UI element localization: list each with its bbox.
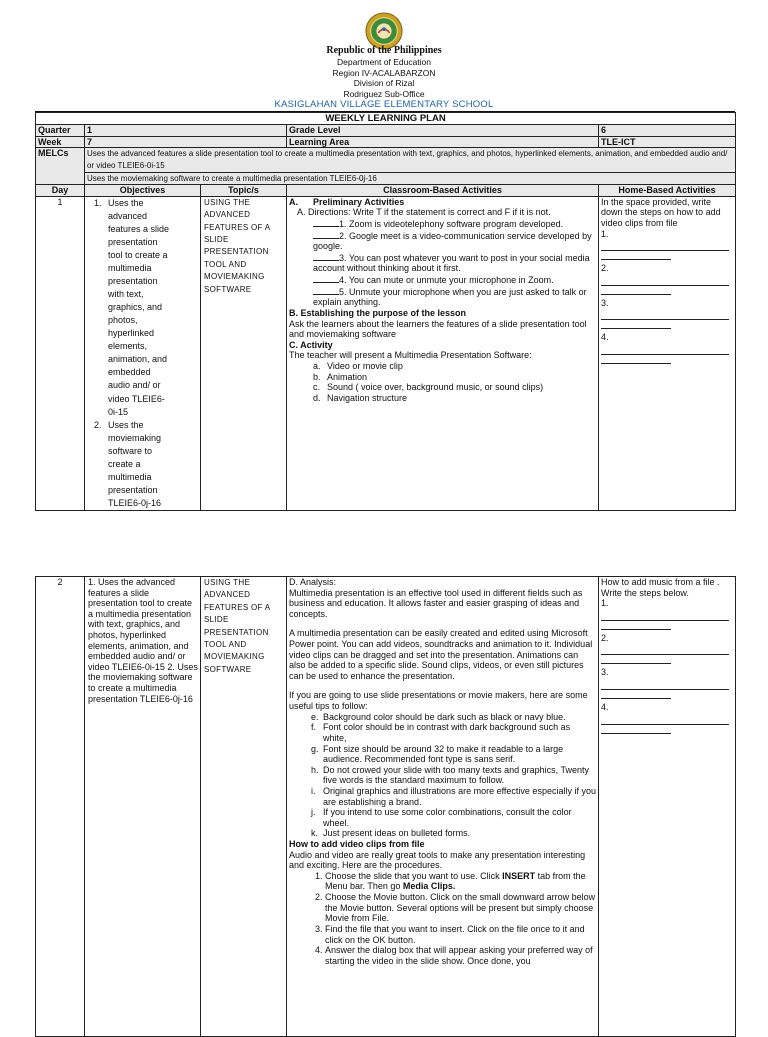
answer-line[interactable] bbox=[601, 690, 671, 699]
sub-office-heading: Rodriguez Sub-Office bbox=[343, 88, 425, 99]
software-item: c. Sound ( voice over, background music, or sound clips) bbox=[313, 382, 544, 393]
area-value: TLE-ICT bbox=[599, 136, 736, 148]
day-2-home-activities bbox=[599, 577, 736, 1037]
answer-line-group: 2. bbox=[601, 633, 733, 665]
day-1-number: 1 bbox=[36, 196, 85, 510]
answer-line[interactable] bbox=[601, 725, 671, 734]
video-clips-heading: How to add video clips from file bbox=[289, 839, 425, 850]
answer-line[interactable] bbox=[601, 678, 729, 690]
answer-line[interactable] bbox=[601, 355, 671, 364]
grade-label: Grade Level bbox=[287, 125, 599, 137]
day-1-objective: 2. Uses the moviemaking software to create a multimedia presentation TLEIE6-0j-16 bbox=[104, 419, 198, 510]
tip-item: i. Original graphics and illustrations are more effective especially if you are establishing a brand. bbox=[311, 785, 596, 807]
weekly-learning-plan-table bbox=[35, 112, 736, 511]
col-day: Day bbox=[36, 185, 85, 197]
procedure-step: 4. Answer the dialog box that will appear asking your preferred way of starting the video in the slide show. Once done, you bbox=[325, 945, 596, 966]
answer-blank[interactable] bbox=[313, 230, 339, 239]
answer-line-group: 3. bbox=[601, 667, 733, 699]
tip-item: e. Background color should be dark such as black or navy blue. bbox=[311, 711, 566, 722]
answer-line[interactable] bbox=[601, 609, 729, 621]
answer-blank[interactable] bbox=[313, 218, 339, 227]
software-item: d. Navigation structure bbox=[313, 392, 408, 403]
analysis-heading: D. Analysis: bbox=[289, 577, 337, 587]
answer-line[interactable] bbox=[601, 286, 671, 295]
week-value: 7 bbox=[85, 136, 287, 148]
answer-line-group: 4. bbox=[601, 702, 733, 734]
answer-line[interactable] bbox=[601, 251, 671, 260]
answer-line[interactable] bbox=[601, 308, 729, 320]
procedure-step: 1. Choose the slide that you want to use. Click INSERT tab from the Menu bar. Then go Media Clips. bbox=[325, 871, 596, 892]
quarter-label: Quarter bbox=[36, 125, 85, 137]
department-heading: Department of Education bbox=[336, 57, 432, 67]
day-2-classroom-activities bbox=[287, 577, 599, 1037]
statement-item: 3. You can post whatever you want to post in your social media account without thinking about it first. bbox=[313, 252, 590, 274]
quarter-value: 1 bbox=[85, 125, 287, 137]
tip-item: f. Font color should be in contrast with dark background such as white, bbox=[311, 722, 571, 743]
statement-item: 4. You can mute or unmute your microphone in Zoom. bbox=[313, 274, 596, 286]
section-a-heading: Preliminary Activities bbox=[313, 196, 405, 207]
answer-line[interactable] bbox=[601, 713, 729, 725]
answer-blank[interactable] bbox=[313, 274, 339, 283]
statement-item: 5. Unmute your microphone when you are just asked to talk or explain anything. bbox=[313, 286, 587, 308]
day-1-objective: 1. Uses the advanced features a slide presentation tool to create a multimedia presentation with text, graphics, and photos, hyperlinked elements, animation, and embedded audio and/ or video TLEIE6-0i-15 bbox=[104, 197, 198, 419]
day-1-classroom-activities bbox=[287, 196, 599, 510]
answer-line[interactable] bbox=[601, 621, 671, 630]
section-c-text: The teacher will present a Multimedia Presentation Software: bbox=[289, 350, 532, 361]
day-2-table bbox=[35, 576, 736, 1037]
col-objectives: Objectives bbox=[85, 185, 201, 197]
tip-item: h. Do not crowed your slide with too many texts and graphics, Twenty five words is the standard maximum to follow. bbox=[311, 764, 589, 786]
tip-item: g. Font size should be around 32 to make it readable to a large audience. Recommended font type is sans serif. bbox=[311, 743, 564, 765]
day-1-topic: USING THE ADVANCED FEATURES OF A SLIDE PRESENTATION TOOL AND MOVIEMAKING SOFTWARE bbox=[201, 196, 287, 510]
division-heading: Division of Rizal bbox=[353, 78, 415, 88]
answer-line[interactable] bbox=[601, 343, 729, 355]
software-item: a. Video or movie clip bbox=[313, 360, 403, 371]
answer-line-group: 1. bbox=[601, 229, 733, 261]
section-b-text: Ask the learners about the learners the features of a slide presentation tool and moviemaking software bbox=[289, 318, 587, 340]
republic-heading: Republic of the Philippines bbox=[326, 45, 442, 56]
video-clips-intro: Audio and video are really great tools to make any presentation interesting and exciting. Here are the procedures. bbox=[289, 849, 586, 871]
answer-blank[interactable] bbox=[313, 286, 339, 295]
melcs-label: MELCs bbox=[36, 148, 85, 185]
answer-line-group: 4. bbox=[601, 332, 733, 364]
answer-blank[interactable] bbox=[313, 252, 339, 261]
section-a-letter: A. bbox=[289, 196, 298, 207]
statement-item: 2. Google meet is a video-communication service developed by google. bbox=[313, 230, 592, 252]
day-2-topic: USING THE ADVANCED FEATURES OF A SLIDE PRESENTATION TOOL AND MOVIEMAKING SOFTWARE bbox=[201, 577, 287, 1037]
region-heading: Region IV-ACALABARZON bbox=[332, 67, 436, 78]
answer-line[interactable] bbox=[601, 320, 671, 329]
answer-line[interactable] bbox=[601, 643, 729, 655]
day-1-objectives bbox=[85, 196, 201, 510]
procedure-step: 3. Find the file that you want to insert. Click on the file once to it and click on the OK button. bbox=[325, 924, 596, 945]
melc-1: Uses the advanced features a slide presentation tool to create a multimedia presentation with text, graphics, and photos, hyperlinked elements, animation, and embedded audio and/ or video TLEIE6-0i-15 bbox=[85, 148, 736, 172]
answer-line-group: 3. bbox=[601, 298, 733, 330]
day-1-home-activities bbox=[599, 196, 736, 510]
analysis-paragraph: A multimedia presentation can be easily created and edited using Microsoft Power point. You can add videos, soundtracks and animation to it. Individual video clips can be dragged and set into the presentation. Animations can also be added to a specific slide. Sound clips, videos, or even still pictures can be used to enhance the presentation. bbox=[289, 628, 593, 681]
day-2-objectives: 1. Uses the advanced features a slide presentation tool to create a multimedia presentation with text, graphics, and photos, hyperlinked elements, animation, and embedded audio and/ or video TLEIE6-0i-15 2. Uses the moviemaking software to create a multimedia presentation TLEIE6-0j-16 bbox=[85, 577, 201, 1037]
home-instructions: In the space provided, write down the steps on how to add video clips from file bbox=[601, 196, 721, 229]
tip-item: k. Just present ideas on bulleted forms. bbox=[311, 828, 471, 839]
grade-value: 6 bbox=[599, 125, 736, 137]
col-classroom: Classroom-Based Activities bbox=[287, 185, 599, 197]
answer-line[interactable] bbox=[601, 239, 729, 251]
melc-2: Uses the moviemaking software to create a multimedia presentation TLEIE6-0j-16 bbox=[85, 172, 736, 185]
plan-title: WEEKLY LEARNING PLAN bbox=[36, 113, 736, 125]
answer-line[interactable] bbox=[601, 274, 729, 286]
section-b-heading: B. Establishing the purpose of the lesson bbox=[289, 307, 467, 318]
day-2-number: 2 bbox=[36, 577, 85, 1037]
directions-text: A. Directions: Write T if the statement is correct and F if it is not. bbox=[297, 207, 551, 218]
software-item: b. Animation bbox=[313, 371, 368, 382]
area-label: Learning Area bbox=[287, 136, 599, 148]
analysis-paragraph: Multimedia presentation is an effective tool used in different fields such as business and education. It allows faster and easier grasping of ideas and concepts. bbox=[289, 587, 583, 619]
answer-line-group: 1. bbox=[601, 598, 733, 630]
section-c-heading: C. Activity bbox=[289, 339, 333, 350]
school-name: KASIGLAHAN VILLAGE ELEMENTARY SCHOOL bbox=[274, 99, 494, 110]
answer-line[interactable] bbox=[601, 655, 671, 664]
answer-line-group: 2. bbox=[601, 263, 733, 295]
procedure-step: 2. Choose the Movie button. Click on the small downward arrow below the Movie button. Several options will be present but simply choose Movie from File. bbox=[325, 892, 596, 924]
analysis-paragraph: If you are going to use slide presentations or movie makers, here are some useful tips to follow: bbox=[289, 690, 588, 712]
statement-item: 1. Zoom is videotelephony software program developed. bbox=[313, 218, 596, 230]
col-home: Home-Based Activities bbox=[599, 185, 736, 197]
tip-item: j. If you intend to use some color combinations, consult the color wheel. bbox=[311, 807, 572, 828]
week-label: Week bbox=[36, 136, 85, 148]
home-instructions: How to add music from a file . Write the steps below. bbox=[601, 577, 720, 598]
col-topics: Topic/s bbox=[201, 185, 287, 197]
